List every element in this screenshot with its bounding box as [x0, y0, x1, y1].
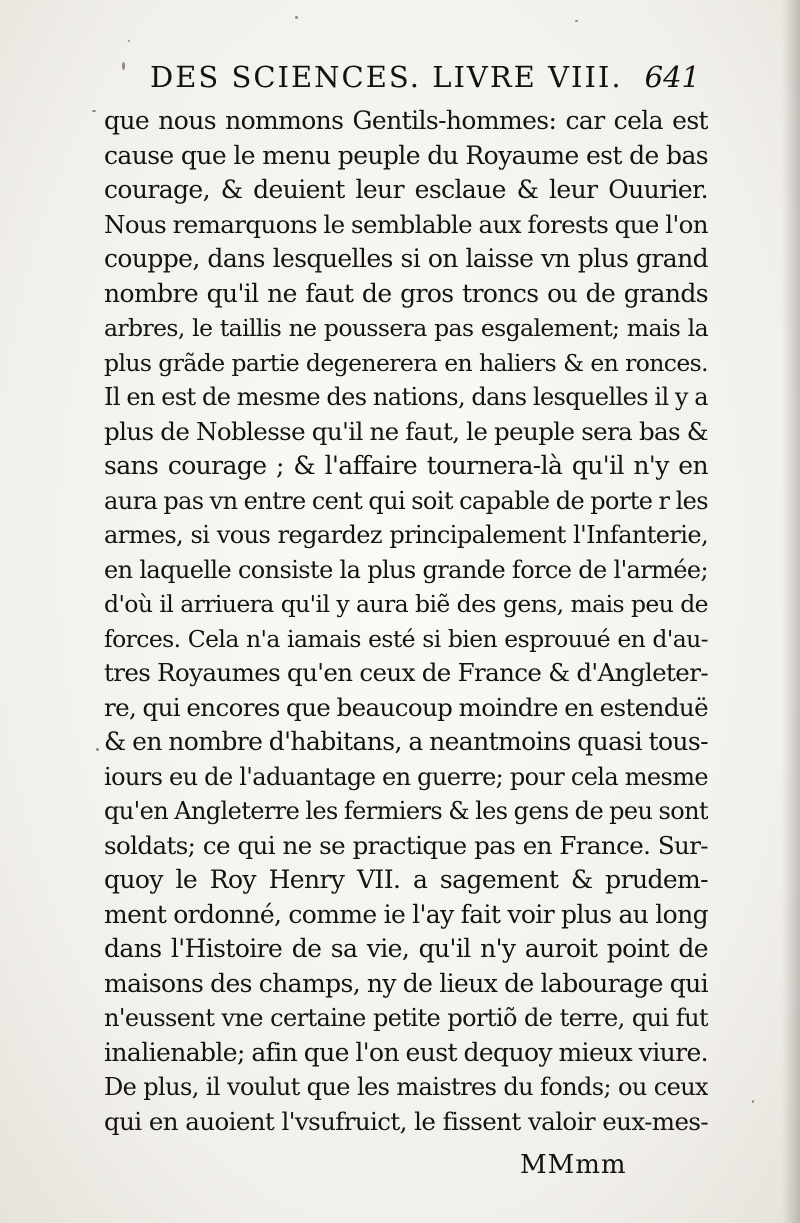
body-text	[104, 104, 708, 1139]
text-line: armes, si vous regardez principalement l'Infanterie,	[104, 521, 708, 549]
text-line: maisons des champs, ny de lieux de labourage qui	[104, 968, 708, 998]
text-line: forces. Cela n'a iamais esté si bien esprouué en d'au-	[104, 624, 708, 653]
text-line: Nous remarquons le semblable aux forests que l'on	[104, 209, 708, 239]
running-title: DES SCIENCES. LIVRE VIII.	[150, 60, 623, 94]
text-line: plus de Noblesse qu'il ne faut, le peuple sera bas &	[104, 416, 708, 446]
text-line: aura pas vn entre cent qui soit capable de porte r les	[104, 486, 708, 515]
text-line: cause que le menu peuple du Royaume est de bas	[104, 140, 708, 170]
text-line: soldats; ce qui ne se practique pas en France. Sur-	[104, 830, 708, 860]
page-edge-shadow	[782, 0, 800, 1223]
running-head	[150, 60, 700, 104]
text-line: & en nombre d'habitans, a neantmoins quasi tous-	[104, 727, 708, 756]
text-line: arbres, le taillis ne poussera pas esgalement; mais la	[104, 314, 708, 342]
text-line: sans courage ; & l'affaire tournera-là qu'il n'y en	[104, 451, 708, 480]
print-speck	[752, 1100, 754, 1103]
text-line: tres Royaumes qu'en ceux de France & d'Angleter-	[104, 658, 708, 687]
text-line: couppe, dans lesquelles si on laisse vn plus grand	[104, 244, 708, 273]
text-line: plus grãde partie degenerera en haliers & en ronces.	[104, 348, 708, 377]
text-line: dans l'Histoire de sa vie, qu'il n'y auroit point de	[104, 934, 708, 963]
text-line: inalienable; afin que l'on eust dequoy mieux viure.	[104, 1037, 708, 1067]
text-line: quoy le Roy Henry VII. a sagement & prudem-	[104, 865, 708, 894]
text-line: qui en auoient l'vsufruict, le fissent valoir eux-mes-	[104, 1106, 708, 1136]
text-line: n'eussent vne certaine petite portiõ de terre, qui fut	[104, 1004, 708, 1032]
print-speck	[92, 110, 96, 112]
print-speck	[96, 748, 99, 751]
text-line: ment ordonné, comme ie l'ay fait voir plus au long	[104, 899, 708, 929]
text-line: d'où il arriuera qu'il y aura biẽ des gens, mais peu de	[104, 590, 708, 618]
text-line: Il en est de mesme des nations, dans lesquelles il y a	[104, 383, 708, 411]
print-speck	[122, 62, 125, 70]
text-line: iours eu de l'aduantage en guerre; pour cela mesme	[104, 762, 708, 791]
text-line: en laquelle consiste la plus grande force de l'armée;	[104, 555, 708, 584]
signature-mark: MMmm	[520, 1150, 627, 1180]
print-speck	[128, 40, 130, 42]
print-speck	[575, 20, 578, 22]
page-number: 641	[644, 60, 700, 94]
text-line: que nous nommons Gentils-hommes: car cela est	[104, 106, 708, 135]
text-line: courage, & deuient leur esclaue & leur Ouurier.	[104, 175, 708, 204]
text-line: re, qui encores que beaucoup moindre en estenduë	[104, 692, 708, 722]
text-line: nombre qu'il ne faut de gros troncs ou de grands	[104, 278, 708, 308]
text-line: De plus, il voulut que les maistres du fonds; ou ceux	[104, 1073, 708, 1101]
text-line: qu'en Angleterre les fermiers & les gens de peu sont	[104, 797, 708, 825]
print-speck	[295, 16, 298, 19]
